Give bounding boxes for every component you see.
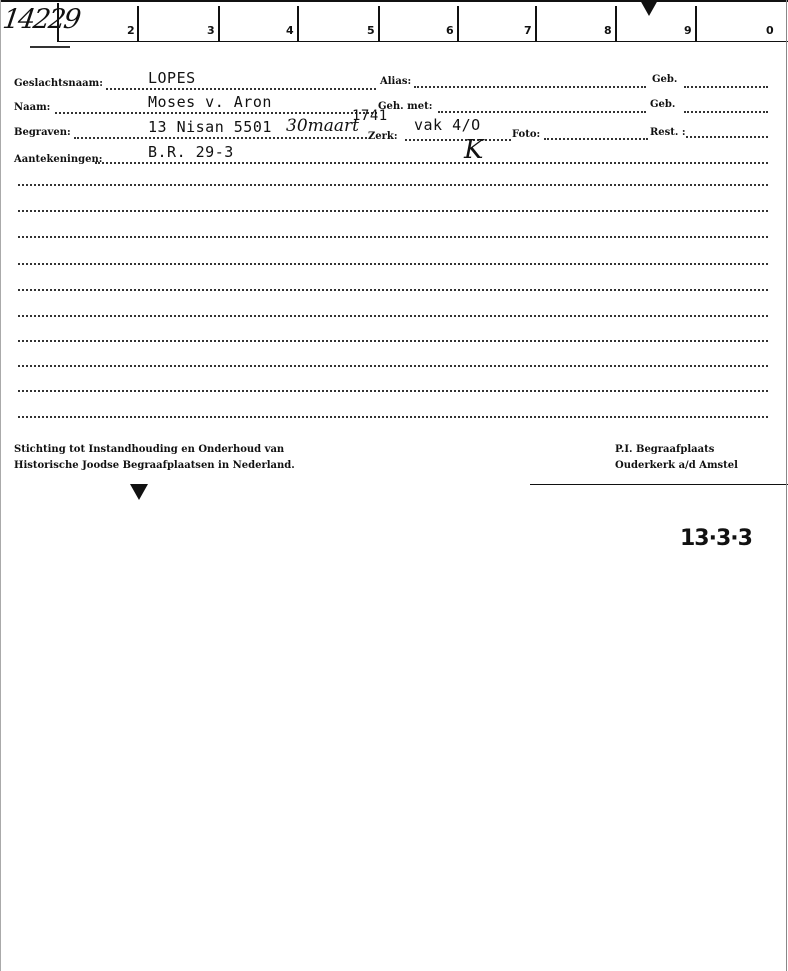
dotted-line: [544, 138, 648, 140]
value-buried-year: 1741: [352, 108, 388, 124]
dotted-line: [405, 139, 511, 141]
dotted-line: [438, 111, 646, 113]
label-surname: Geslachtsnaam:: [14, 78, 103, 89]
blank-line: [18, 365, 768, 367]
dotted-line: [414, 86, 646, 88]
label-rest: Rest. :: [650, 127, 686, 138]
top-marker-triangle: [640, 0, 658, 16]
tab-bottom-rule: [57, 41, 788, 42]
card-number-underline: [30, 46, 70, 48]
blank-line: [18, 390, 768, 392]
tab-number: 0: [766, 24, 774, 37]
tab-number: 8: [604, 24, 612, 37]
dotted-line: [686, 136, 768, 138]
tab-number: 5: [367, 24, 375, 37]
value-buried-handwritten: 30maart: [286, 116, 359, 136]
tab-divider: [297, 6, 299, 41]
dotted-line: [55, 112, 377, 114]
blank-line: [18, 289, 768, 291]
value-name: Moses v. Aron: [148, 93, 272, 111]
tab-divider: [218, 6, 220, 41]
label-geb-1: Geb.: [652, 74, 678, 85]
tab-number: 9: [684, 24, 692, 37]
footer-left-line: Stichting tot Instandhouding en Onderhoud van: [14, 444, 285, 455]
footer-right-line: P.I. Begraafplaats: [615, 444, 715, 455]
blank-line: [18, 340, 768, 342]
footer-location: [615, 442, 738, 474]
dotted-line: [684, 86, 768, 88]
blank-line: [18, 184, 768, 186]
label-geb-2: Geb.: [650, 99, 676, 110]
label-stone: Zerk:: [368, 131, 398, 142]
bottom-marker-triangle: [130, 484, 148, 500]
tab-divider: [695, 6, 697, 41]
dotted-line: [684, 111, 768, 113]
label-name: Naam:: [14, 102, 51, 113]
dotted-line: [106, 88, 376, 90]
value-notes: B.R. 29-3: [148, 143, 234, 161]
top-rule: [0, 0, 788, 2]
card-right-edge: [786, 0, 787, 971]
label-alias: Alias:: [380, 76, 412, 87]
tab-number: 3: [207, 24, 215, 37]
blank-line: [18, 416, 768, 418]
value-buried-date: 13 Nisan 5501: [148, 118, 272, 136]
card-left-edge: [0, 0, 1, 971]
tab-divider: [535, 6, 537, 41]
card-bottom-rule: [530, 484, 788, 485]
tab-number: 6: [446, 24, 454, 37]
scan-number: 13·3·3: [680, 526, 752, 551]
tab-divider: [378, 6, 380, 41]
label-photo: Foto:: [512, 129, 541, 140]
card-number-handwritten: 14229: [0, 4, 82, 35]
footer-organization: [14, 442, 295, 474]
blank-line: [18, 263, 768, 265]
footer-left-line: Historische Joodse Begraafplaatsen in Nederland.: [14, 460, 295, 471]
value-stone: vak 4/O: [414, 116, 481, 134]
tab-divider: [615, 6, 617, 41]
label-notes: Aantekeningen:: [14, 154, 103, 165]
blank-line: [18, 210, 768, 212]
tab-number: 4: [286, 24, 294, 37]
tab-number: 7: [524, 24, 532, 37]
tab-divider: [457, 6, 459, 41]
label-buried: Begraven:: [14, 127, 71, 138]
dotted-line: [74, 137, 367, 139]
blank-line: [18, 236, 768, 238]
label-married-to: Geh. met:: [378, 101, 433, 112]
value-surname: LOPES: [148, 69, 196, 87]
tab-divider: [137, 6, 139, 41]
blank-line: [18, 315, 768, 317]
dotted-line: [95, 162, 768, 164]
tab-number: 2: [127, 24, 135, 37]
value-notes-mark: K: [464, 135, 484, 165]
footer-right-line: Ouderkerk a/d Amstel: [615, 460, 738, 471]
